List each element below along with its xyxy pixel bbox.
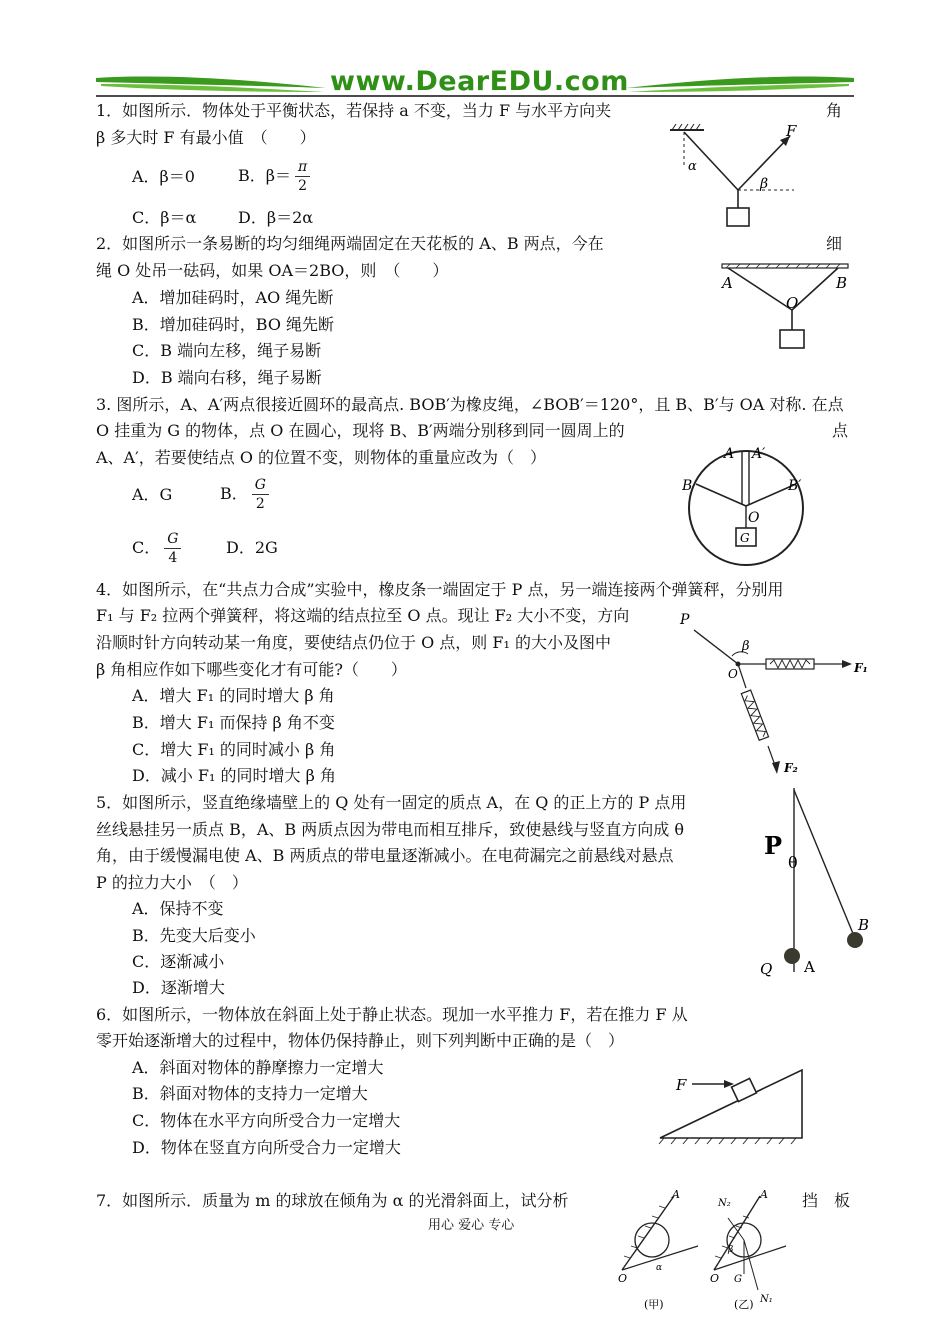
q5-fig-label-b: B	[858, 916, 870, 934]
q5-line4: P 的拉力大小 （ ）	[96, 873, 248, 892]
q7-figure	[610, 1184, 790, 1314]
q7-line1: 7．如图所示．质量为 m 的球放在倾角为 α 的光滑斜面上，试分析	[96, 1191, 569, 1210]
q2-fig-label-a: A	[722, 274, 733, 292]
q5-option-d: D．逐渐增大	[132, 978, 225, 997]
q3-fig-label-o: O	[748, 510, 760, 526]
fraction-numerator: G	[164, 530, 181, 549]
q4-fig-label-p: P	[680, 612, 690, 628]
q6-figure	[656, 1064, 810, 1150]
q6-line1: 6．如图所示，一物体放在斜面上处于静止状态。现加一水平推力 F，若在推力 F 从	[96, 1005, 688, 1024]
q4-line3: 沿顺时针方向转动某一角度，要使结点仍位于 O 点，则 F₁ 的大小及图中	[96, 633, 611, 652]
q2-option-b: B．增加硅码时，BO 绳先断	[132, 315, 335, 334]
q6-fig-label-f: F	[676, 1076, 687, 1094]
q1-option-d: D．β＝2α	[238, 208, 314, 227]
q2-fig-label-b: B	[836, 274, 848, 292]
page-footer: 用心 爱心 专心	[428, 1218, 515, 1233]
q1-fig-label-f: F	[786, 122, 797, 140]
q7-fig1-label-a: A	[672, 1188, 680, 1201]
q6-option-b: B．斜面对物体的支持力一定增大	[132, 1084, 368, 1103]
q4-line1: 4．如图所示，在“共点力合成”实验中，橡皮条一端固定于 P 点，另一端连接两个弹簧秤，分别用	[96, 580, 784, 599]
q6-option-d: D．物体在竖直方向所受合力一定增大	[132, 1138, 401, 1157]
q3-figure	[682, 444, 818, 566]
q2-option-c: C．B 端向左移，绳子易断	[132, 341, 322, 360]
q4-figure	[676, 608, 872, 778]
q4-fig-label-beta: β	[742, 639, 750, 654]
fraction-denominator: 2	[255, 496, 265, 512]
q3-fig-label-a: A	[724, 446, 735, 462]
q2-line1: 2．如图所示一条易断的均匀细绳两端固定在天花板的 A、B 两点，今在	[96, 234, 604, 253]
q3-option-b	[220, 476, 269, 513]
q4-line2: F₁ 与 F₂ 拉两个弹簧秤，将这端的结点拉至 O 点。现让 F₂ 大小不变，方向	[96, 606, 630, 625]
q3-option-c-fraction	[164, 530, 181, 567]
q2-option-a: A．增加硅码时，AO 绳先断	[132, 288, 334, 307]
q7-fig2-label-g: G	[734, 1274, 742, 1285]
q5-line2: 丝线悬挂另一质点 B，A、B 两质点因为带电而相互排斥，致使悬线与竖直方向成 θ	[96, 820, 684, 839]
q3-line1: 3. 图所示，A、A′两点很接近圆环的最高点. BOB′为橡皮绳，∠BOB′＝120°，且 B、B′与 OA 对称. 在点	[96, 395, 844, 414]
q5-option-b: B．先变大后变小	[132, 926, 256, 945]
q7-fig1-label-alpha: α	[656, 1263, 663, 1273]
q4-fig-label-f1: F₁	[854, 661, 868, 675]
q1-line2: β 多大时 F 有最小值 （ ）	[96, 128, 316, 147]
q7-fig2-label-a: A	[760, 1188, 768, 1201]
q5-line1: 5．如图所示，竖直绝缘墙壁上的 Q 处有一固定的质点 A，在 Q 的正上方的 P 点用	[96, 793, 687, 812]
fraction-numerator: π	[295, 158, 310, 177]
q7-fig2-label-o: O	[710, 1272, 720, 1285]
q3-line2: O 挂重为 G 的物体，点 O 在圆心，现将 B、B′两端分别移到同一圆周上的	[96, 421, 625, 440]
fraction-numerator: G	[252, 476, 269, 495]
q1-fig-label-beta: β	[760, 176, 769, 192]
q3-option-d: D．2G	[226, 538, 278, 557]
q5-line3: 角，由于缓慢漏电使 A、B 两质点的带电量逐渐减小。在电荷漏完之前悬线对悬点	[96, 846, 674, 865]
q2-figure	[716, 256, 856, 356]
q2-line1-tail: 细	[826, 234, 843, 253]
q2-option-d: D．B 端向右移，绳子易断	[132, 368, 322, 387]
q5-option-c: C．逐渐减小	[132, 952, 225, 971]
q1-option-b-fraction	[295, 158, 310, 195]
q3-option-c	[132, 530, 181, 567]
q2-line2: 绳 O 处吊一砝码，如果 OA＝2BO，则 （ ）	[96, 261, 449, 280]
q7-fig2-label-n1: N₁	[760, 1294, 773, 1305]
fraction-denominator: 2	[298, 178, 308, 194]
q5-fig-label-p: P	[764, 831, 783, 860]
q7-fig1-label-o: O	[618, 1272, 628, 1285]
q3-fig-label-g: G	[740, 531, 750, 545]
q3-option-b-prefix: B．	[220, 484, 248, 503]
q3-line2-tail: 点	[832, 421, 849, 440]
q1-line1-tail: 角	[826, 101, 843, 120]
q3-fig-label-b: B	[682, 478, 693, 494]
q5-option-a: A．保持不变	[132, 899, 224, 918]
q3-option-c-prefix: C．	[132, 538, 161, 557]
q7-line1-tail: 挡 板	[802, 1191, 851, 1210]
q7-fig1-caption: (甲)	[644, 1298, 664, 1311]
q7-fig2-label-n2: N₂	[718, 1198, 731, 1209]
q1-fig-label-alpha: α	[688, 159, 697, 174]
q7-fig2-caption: (乙)	[734, 1298, 754, 1311]
q3-fig-label-a-prime: A′	[752, 446, 766, 462]
q6-line2: 零开始逐渐增大的过程中，物体仍保持静止，则下列判断中正确的是（ ）	[96, 1031, 625, 1050]
q1-option-b-prefix: B．β＝	[238, 166, 292, 185]
q5-fig-label-a: A	[804, 958, 815, 976]
fraction-denominator: 4	[168, 550, 178, 566]
q1-option-c: C．β＝α	[132, 208, 197, 227]
q4-option-d: D．减小 F₁ 的同时增大 β 角	[132, 766, 336, 785]
q6-option-c: C．物体在水平方向所受合力一定增大	[132, 1111, 401, 1130]
q4-option-c: C．增大 F₁ 的同时减小 β 角	[132, 740, 336, 759]
q3-line3: A、A′，若要使结点 O 的位置不变，则物体的重量应改为（ ）	[96, 448, 547, 467]
q3-option-b-fraction	[252, 476, 269, 513]
q4-option-a: A．增大 F₁ 的同时增大 β 角	[132, 686, 335, 705]
q4-line4: β 角相应作如下哪些变化才有可能?（ ）	[96, 660, 407, 679]
q5-figure	[756, 786, 882, 982]
q2-fig-label-o: O	[786, 294, 799, 312]
q1-figure	[664, 122, 814, 234]
q5-fig-label-theta: θ	[788, 853, 798, 872]
q3-fig-label-b-prime: B′	[788, 478, 802, 494]
q5-fig-label-q: Q	[760, 960, 773, 978]
q1-option-a: A．β＝0	[132, 167, 195, 186]
q4-fig-label-o: O	[728, 667, 738, 681]
q1-option-b	[238, 158, 310, 195]
q1-line1: 1．如图所示．物体处于平衡状态，若保持 a 不变，当力 F 与水平方向夹	[96, 101, 612, 120]
site-logo-text: www.DearEDU.com	[330, 66, 629, 97]
q4-fig-label-f2: F₂	[784, 761, 798, 775]
q3-option-a: A．G	[132, 485, 173, 504]
q6-option-a: A．斜面对物体的静摩擦力一定增大	[132, 1058, 384, 1077]
q7-fig2-label-beta: β	[728, 1245, 734, 1255]
q4-option-b: B．增大 F₁ 而保持 β 角不变	[132, 713, 335, 732]
